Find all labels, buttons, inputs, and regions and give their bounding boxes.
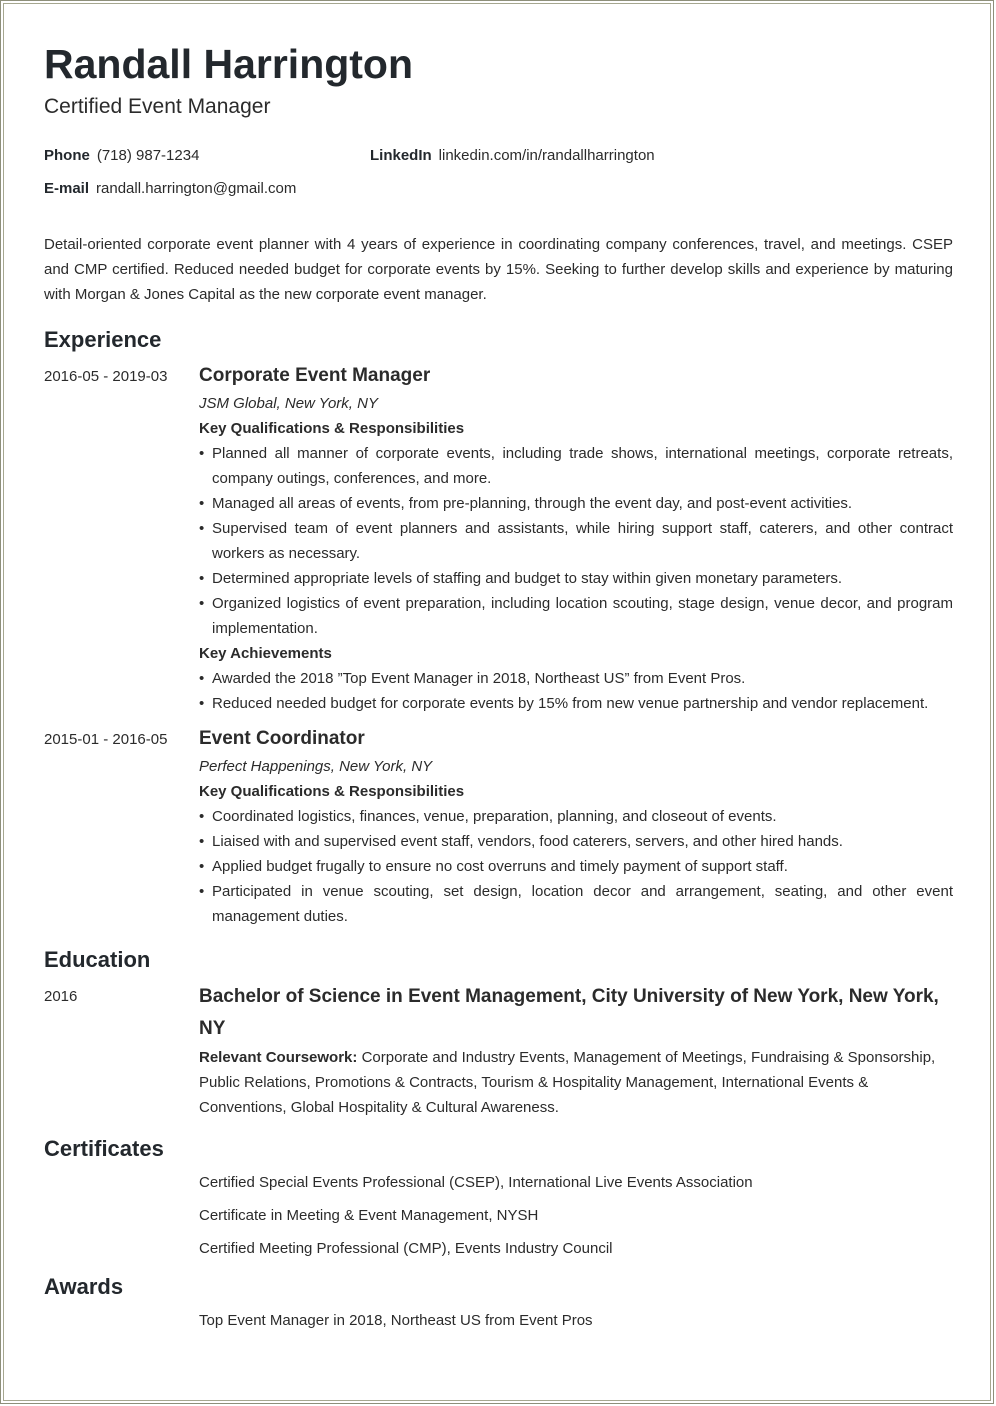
linkedin-label: LinkedIn <box>370 147 432 164</box>
qualifications-heading: Key Qualifications & Responsibilities <box>199 783 465 800</box>
list-item: • Awarded the 2018 ”Top Event Manager in 2018, Northeast US” from Event Pros. <box>199 666 953 691</box>
certificates-list <box>199 1174 953 1258</box>
summary: Detail-oriented corporate event planner with 4 years of experience in coordinating company conferences, travel, and meetings. CSEP and CMP certified. Reduced needed budget for corporate events by 15%. Seeking to further develop skills and experience by maturing with Morgan & Jones Capital as the new corporate event manager. <box>44 236 953 303</box>
awards-list <box>199 1312 953 1330</box>
phone-label: Phone <box>44 147 90 164</box>
achievements-heading: Key Achievements <box>199 645 332 662</box>
achievements-list <box>199 666 953 716</box>
coursework-value: Corporate and Industry Events, Management of Meetings, Fundraising & Sponsorship, Public Relations, Promotions & Contracts, Tourism & Hospitality Management, International Events & Conventions, Global Hospitality & Cultural Awareness. <box>199 1049 936 1116</box>
qualifications-list <box>199 441 953 641</box>
qualifications-heading: Key Qualifications & Responsibilities <box>199 420 465 437</box>
education-year: 2016 <box>44 988 78 1005</box>
education-body <box>199 981 953 1120</box>
list-item: • Organized logistics of event preparation, including location scouting, stage design, venue decor, and program implementation. <box>199 591 953 641</box>
coursework-label: Relevant Coursework: <box>199 1049 358 1066</box>
list-item: • Reduced needed budget for corporate events by 15% from new venue partnership and vendor replacement. <box>199 691 953 716</box>
list-item: • Applied budget frugally to ensure no cost overruns and timely payment of support staff. <box>199 854 953 879</box>
candidate-headline: Certified Event Manager <box>44 95 271 118</box>
list-item: • Liaised with and supervised event staff, vendors, food caterers, servers, and other hired hands. <box>199 829 953 854</box>
linkedin-value: linkedin.com/in/randallharrington <box>438 147 655 164</box>
contact-info <box>44 142 953 212</box>
coursework <box>199 1045 953 1120</box>
certificate-item: Certified Meeting Professional (CMP), Events Industry Council <box>199 1240 613 1257</box>
job-body <box>199 361 953 716</box>
phone-value: (718) 987-1234 <box>96 147 200 164</box>
awards-heading: Awards <box>44 1274 124 1299</box>
list-item: • Determined appropriate levels of staffing and budget to stay within given monetary parameters. <box>199 566 953 591</box>
email-value: randall.harrington@gmail.com <box>96 180 297 197</box>
experience-heading: Experience <box>44 327 162 352</box>
education-heading: Education <box>44 947 151 972</box>
list-item: • Supervised team of event planners and assistants, while hiring support staff, caterers, and other contract workers as necessary. <box>199 516 953 566</box>
certificates-heading: Certificates <box>44 1136 164 1161</box>
email-label: E-mail <box>44 180 90 197</box>
list-item: • Planned all manner of corporate events, including trade shows, international meetings, corporate retreats, company outings, conferences, and more. <box>199 441 953 491</box>
job-title: Corporate Event Manager <box>199 365 431 386</box>
award-item: Top Event Manager in 2018, Northeast US from Event Pros <box>199 1312 593 1329</box>
list-item: • Coordinated logistics, finances, venue, preparation, planning, and closeout of events. <box>199 804 953 829</box>
job-title: Event Coordinator <box>199 728 365 749</box>
degree-title: Bachelor of Science in Event Management, City University of New York, New York, NY <box>199 986 939 1039</box>
list-item: • Participated in venue scouting, set design, location decor and arrangement, seating, and other event management duties. <box>199 879 953 929</box>
experience-entry <box>44 724 953 929</box>
certificate-item: Certified Special Events Professional (CSEP), International Live Events Association <box>199 1174 753 1191</box>
certificate-item: Certificate in Meeting & Event Management, NYSH <box>199 1207 539 1224</box>
job-company: Perfect Happenings, New York, NY <box>199 758 433 775</box>
candidate-name: Randall Harrington <box>44 41 414 87</box>
qualifications-list <box>199 804 953 929</box>
contact-email <box>44 180 296 198</box>
job-dates: 2016-05 - 2019-03 <box>44 368 168 385</box>
contact-phone <box>44 147 199 165</box>
contact-linkedin <box>370 147 655 165</box>
experience-entry <box>44 361 953 716</box>
job-dates: 2015-01 - 2016-05 <box>44 731 168 748</box>
list-item: • Managed all areas of events, from pre-planning, through the event day, and post-event activities. <box>199 491 953 516</box>
resume-content <box>44 39 953 1330</box>
job-company: JSM Global, New York, NY <box>199 395 378 412</box>
job-body <box>199 724 953 929</box>
education-entry <box>44 981 953 1120</box>
